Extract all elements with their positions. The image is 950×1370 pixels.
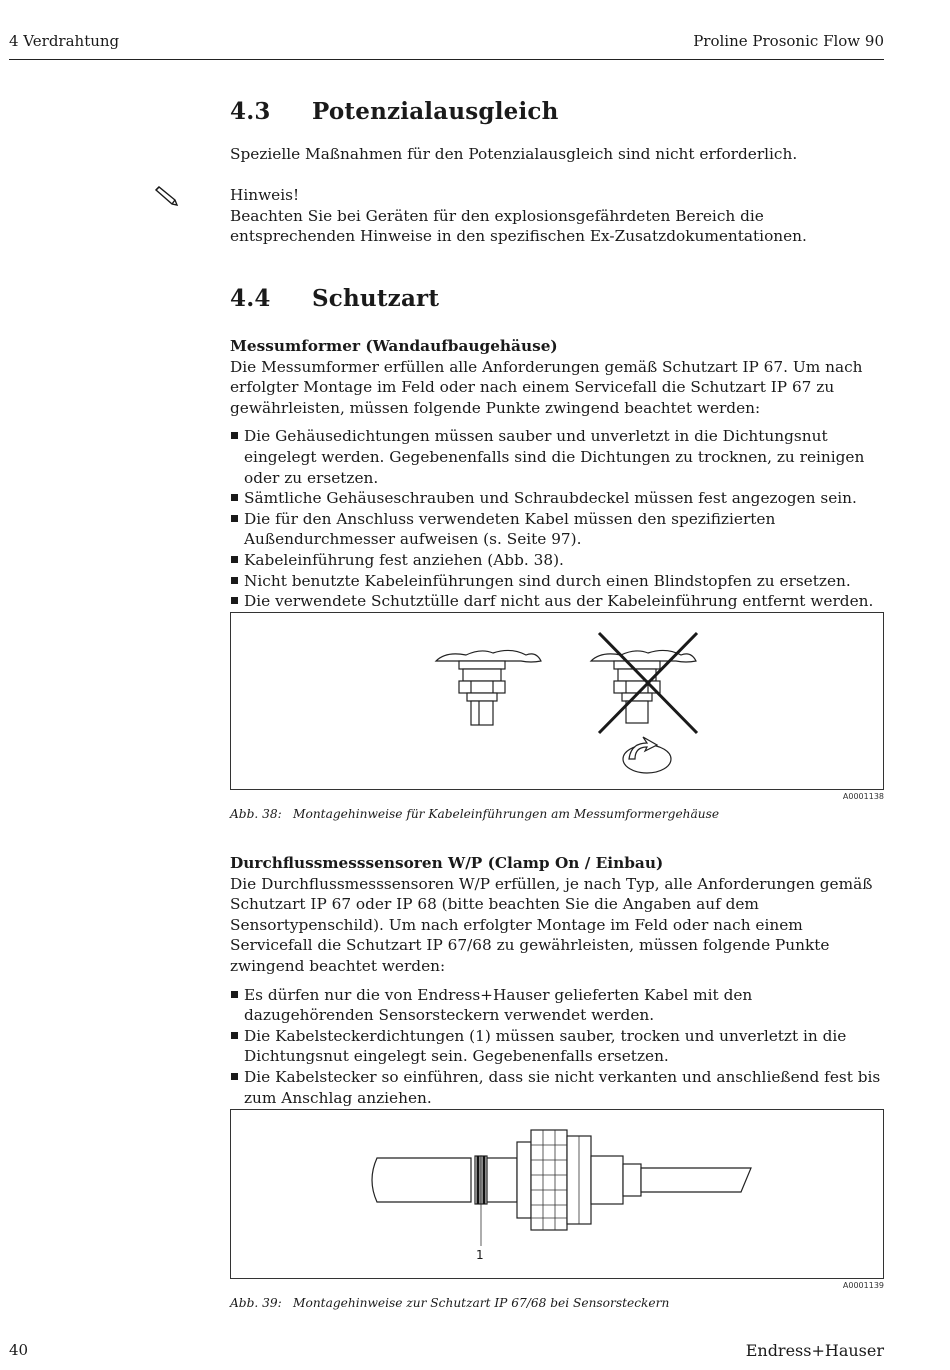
- pencil-icon: [152, 186, 180, 210]
- subsection-durchflussmesssensoren: [230, 853, 885, 1108]
- list-item: Kabeleinführung fest anziehen (Abb. 38).: [230, 550, 885, 571]
- list-item: Die Gehäusedichtungen müssen sauber und unverletzt in die Dichtungsnut eingelegt werden. Gegebenenfalls sind die Dichtungen zu trocknen, zu reinigen oder zu ersetzen.: [230, 426, 885, 488]
- page-header: [9, 30, 884, 60]
- section-4-4-heading: [230, 285, 439, 312]
- figure-39: [230, 1109, 884, 1279]
- note-text: Beachten Sie bei Geräten für den explosionsgefährdeten Bereich die entsprechenden Hinweise in den spezifischen Ex-Zusatzdokumentationen.: [230, 206, 807, 246]
- figure-id: A0001138: [842, 792, 884, 801]
- page-number: 40: [9, 1341, 29, 1359]
- list-item: Nicht benutzte Kabeleinführungen sind durch einen Blindstopfen zu ersetzen.: [230, 571, 885, 592]
- chapter-title: 4 Verdrahtung: [9, 32, 120, 50]
- note-block: [230, 185, 885, 247]
- section-title: Potenzialausgleich: [312, 98, 559, 125]
- sensor-plug-illustration: [231, 1110, 883, 1278]
- brand-name: Endress+Hauser: [745, 1341, 884, 1360]
- subsection-messumformer: [230, 336, 885, 612]
- requirements-list: [230, 426, 885, 611]
- section-number: 4.3: [230, 98, 271, 125]
- list-item: Es dürfen nur die von Endress+Hauser gelieferten Kabel mit den dazugehörenden Sensorsteckern verwendet werden.: [230, 985, 885, 1026]
- subsection-title: Messumformer (Wandaufbaugehäuse): [230, 337, 558, 355]
- figure-39-caption: [230, 1296, 669, 1310]
- section-number: 4.4: [230, 285, 271, 312]
- caption-number: Abb. 38:: [230, 807, 282, 821]
- section-title: Schutzart: [312, 285, 440, 312]
- product-title: Proline Prosonic Flow 90: [693, 32, 884, 50]
- subsection-text: Die Durchflussmesssensoren W/P erfüllen, je nach Typ, alle Anforderungen gemäß Schutzart IP 67 oder IP 68 (bitte beachten Sie die Angaben auf dem Sensortypenschild). Um nach erfolgter Montage im Feld oder nach einem Servicefall die Schutzart IP 67/68 zu gewährleisten, müssen folgende Punkte zwingend beachtet werden:: [230, 874, 873, 975]
- figure-38: [230, 612, 884, 790]
- callout-label: 1: [476, 1248, 484, 1262]
- cable-gland-illustration: [231, 613, 883, 789]
- list-item: Sämtliche Gehäuseschrauben und Schraubdeckel müssen fest angezogen sein.: [230, 488, 885, 509]
- caption-text: Montagehinweise für Kabeleinführungen am Messumformergehäuse: [293, 807, 720, 821]
- list-item: Die Kabelsteckerdichtungen (1) müssen sauber, trocken und unverletzt in die Dichtungsnut eingelegt sein. Gegebenenfalls ersetzen.: [230, 1026, 885, 1067]
- note-label: Hinweis!: [230, 186, 300, 204]
- subsection-title: Durchflussmesssensoren W/P (Clamp On / Einbau): [230, 854, 664, 872]
- requirements-list: [230, 985, 885, 1109]
- caption-text: Montagehinweise zur Schutzart IP 67/68 bei Sensorsteckern: [293, 1296, 670, 1310]
- list-item: Die Kabelstecker so einführen, dass sie nicht verkanten und anschließend fest bis zum Anschlag anziehen.: [230, 1067, 885, 1108]
- figure-id: A0001139: [842, 1281, 884, 1290]
- section-4-3-text: Spezielle Maßnahmen für den Potenzialausgleich sind nicht erforderlich.: [230, 145, 798, 163]
- list-item: Die für den Anschluss verwendeten Kabel müssen den spezifizierten Außendurchmesser aufweisen (s. Seite 97).: [230, 509, 885, 550]
- list-item: Die verwendete Schutztülle darf nicht aus der Kabeleinführung entfernt werden.: [230, 591, 885, 612]
- section-4-3-heading: [230, 98, 559, 125]
- figure-38-caption: [230, 807, 719, 821]
- caption-number: Abb. 39:: [230, 1296, 282, 1310]
- subsection-text: Die Messumformer erfüllen alle Anforderungen gemäß Schutzart IP 67. Um nach erfolgter Montage im Feld oder nach einem Servicefall die Schutzart IP 67 zu gewährleisten, müssen folgende Punkte zwingend beachtet werden:: [230, 357, 863, 417]
